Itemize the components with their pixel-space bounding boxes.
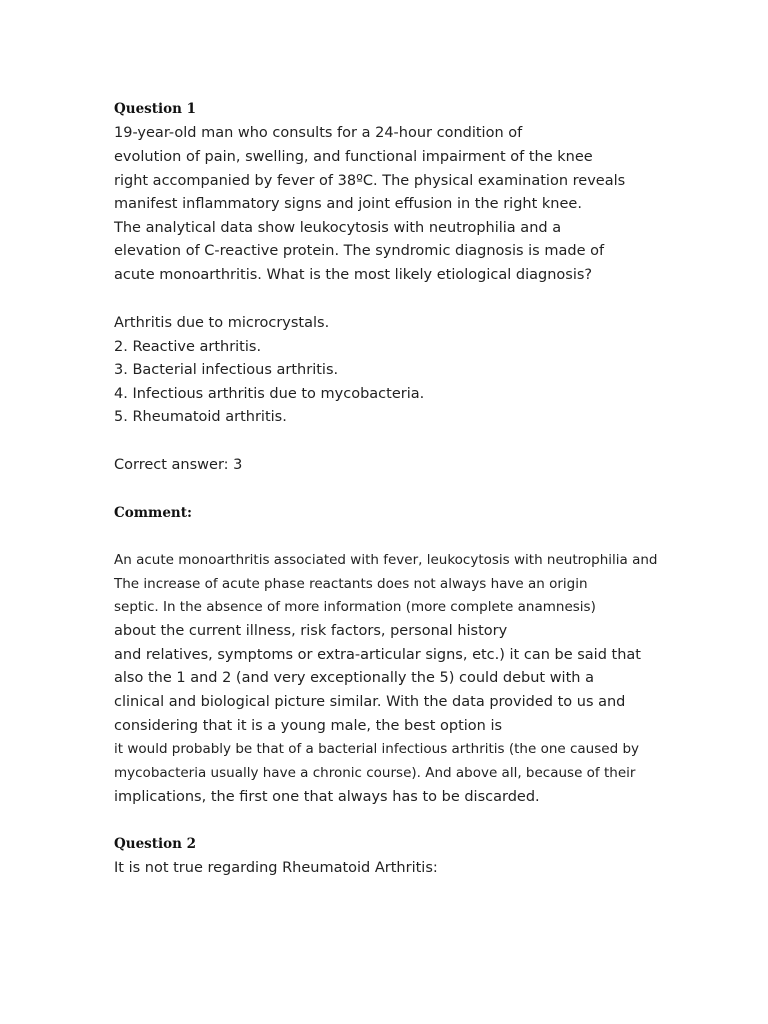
comment-line: considering that it is a young male, the best option is (114, 718, 503, 734)
question-1-stem-line: evolution of pain, swelling, and functional impairment of the knee (114, 149, 593, 165)
comment-line: An acute monoarthritis associated with fever, leukocytosis with neutrophilia and (114, 552, 658, 568)
comment-line: The increase of acute phase reactants does not always have an origin (114, 576, 588, 592)
correct-answer: Correct answer: 3 (114, 457, 243, 473)
question-1-stem-line: 19-year-old man who consults for a 24-hour condition of (114, 125, 523, 141)
answer-option: 4. Infectious arthritis due to mycobacteria. (114, 386, 425, 402)
question-1-stem-line: right accompanied by fever of 38ºC. The physical examination reveals (114, 173, 626, 189)
question-2-stem-line: It is not true regarding Rheumatoid Arthritis: (114, 860, 438, 876)
answer-option: 3. Bacterial infectious arthritis. (114, 362, 339, 378)
comment-line: mycobacteria usually have a chronic course). And above all, because of their (114, 765, 636, 781)
comment-line: septic. In the absence of more information (more complete anamnesis) (114, 599, 596, 615)
comment-line: about the current illness, risk factors, personal history (114, 623, 508, 639)
question-1-stem-line: elevation of C-reactive protein. The syndromic diagnosis is made of (114, 243, 605, 259)
answer-option: Arthritis due to microcrystals. (114, 315, 330, 331)
question-1-stem-line: The analytical data show leukocytosis with neutrophilia and a (114, 220, 562, 236)
comment-line: implications, the first one that always has to be discarded. (114, 789, 540, 805)
question-1-heading: Question 1 (114, 101, 197, 117)
comment-line: clinical and biological picture similar. With the data provided to us and (114, 694, 626, 710)
answer-option: 5. Rheumatoid arthritis. (114, 409, 287, 425)
question-1-stem-line: acute monoarthritis. What is the most likely etiological diagnosis? (114, 267, 593, 283)
comment-heading: Comment: (114, 505, 192, 521)
comment-line: and relatives, symptoms or extra-articular signs, etc.) it can be said that (114, 647, 641, 663)
comment-line: also the 1 and 2 (and very exceptionally the 5) could debut with a (114, 670, 594, 686)
question-1-stem-line: manifest inflammatory signs and joint effusion in the right knee. (114, 196, 582, 212)
comment-line: it would probably be that of a bacterial infectious arthritis (the one caused by (114, 741, 639, 757)
question-2-heading: Question 2 (114, 836, 197, 852)
answer-option: 2. Reactive arthritis. (114, 339, 262, 355)
